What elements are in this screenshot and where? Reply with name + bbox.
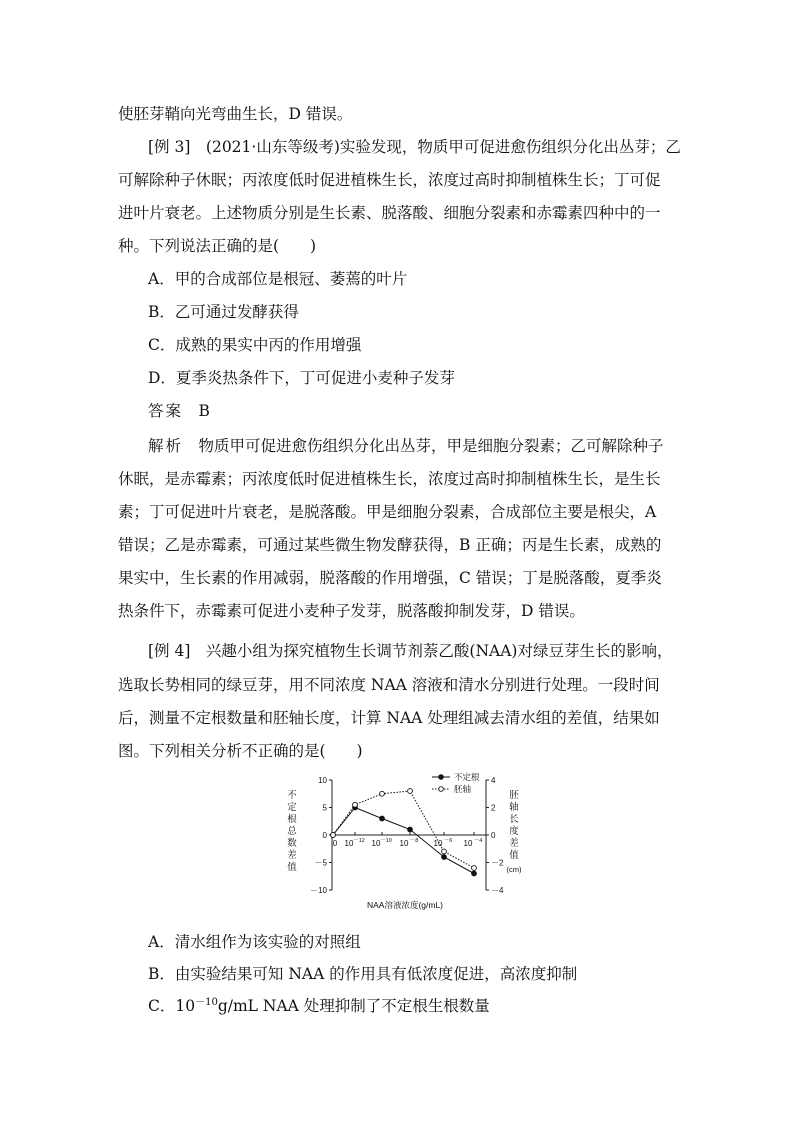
explanation-label: 解析	[148, 437, 184, 455]
y-axis-title-left-char: 差	[287, 850, 297, 861]
y-axis-title-left-char: 总	[287, 826, 297, 837]
answer-value: B	[198, 402, 210, 420]
y-tick-label-right: －4	[491, 886, 504, 895]
x-tick-label: 0	[332, 839, 338, 848]
data-point-不定根	[472, 871, 477, 876]
example-4-tag: [例 4]	[148, 642, 191, 660]
y-axis-title-right-char: 长	[509, 814, 519, 825]
y-axis-title-left-char: 数	[287, 838, 297, 849]
option-c-text: g/mL NAA 处理抑制了不定根生根数量	[217, 997, 490, 1015]
x-tick-exponent: －12	[353, 838, 365, 844]
y-axis-title-left-char: 定	[287, 802, 297, 813]
y-axis-title-right-char: 值	[509, 850, 519, 861]
x-tick-exponent: －8	[409, 838, 419, 844]
data-point-不定根	[442, 855, 447, 860]
option-c	[148, 996, 708, 1016]
y-tick-label-left: 5	[322, 803, 327, 813]
text-line: 图。下列相关分析不正确的是( )	[118, 742, 363, 760]
answer-line	[148, 401, 708, 421]
x-tick-label: 10	[463, 839, 473, 848]
example-3-tag: [例 3]	[148, 138, 191, 156]
x-tick-label: 10	[344, 839, 354, 848]
y-axis-title-right-char: 胚	[509, 790, 519, 801]
x-tick-exponent: －10	[380, 838, 392, 844]
legend-label: 不定根	[454, 772, 480, 782]
text-line: 进叶片衰老。上述物质分别是生长素、脱落酸、细胞分裂素和赤霉素四种中的一	[118, 204, 661, 222]
data-point-胚轴	[353, 802, 358, 807]
data-point-胚轴	[331, 833, 336, 838]
legend-marker	[439, 787, 444, 792]
y-tick-label-right: 2	[491, 803, 496, 813]
text-line: 错误；乙是赤霉素，可通过某些微生物发酵获得，B 正确；丙是生长素，成熟的	[118, 536, 662, 554]
option-c-prefix: C．10	[148, 997, 196, 1015]
x-tick-label: 10	[371, 839, 381, 848]
legend-label: 胚轴	[454, 784, 472, 794]
text-line: 使胚芽鞘向光弯曲生长，D 错误。	[118, 105, 353, 123]
text-line: 素；丁可促进叶片衰老，是脱落酸。甲是细胞分裂素，合成部位主要是根尖，A	[118, 503, 657, 521]
example-3-text: (2021·山东等级考)实验发现，物质甲可促进愈伤组织分化出丛芽；乙	[205, 138, 681, 156]
data-point-胚轴	[472, 866, 477, 871]
option-a: A．清水组作为该实验的对照组	[148, 933, 361, 951]
y-axis-title-right-char: 差	[509, 838, 519, 849]
example-4-line-1	[148, 641, 708, 661]
x-tick-exponent: －4	[473, 838, 483, 844]
y-tick-label-right: 0	[491, 831, 496, 840]
example-3-line-1	[148, 137, 708, 157]
x-tick-label: 10	[433, 839, 443, 848]
y-tick-label-left: 0	[322, 831, 327, 840]
data-point-胚轴	[442, 849, 447, 854]
y-axis-title-left-char: 根	[287, 814, 297, 825]
answer-label: 答案	[148, 402, 184, 420]
text-line: 可解除种子休眠；丙浓度低时促进植株生长，浓度过高时抑制植株生长；丁可促	[118, 171, 661, 189]
y-axis-title-right-char: 轴	[509, 802, 519, 813]
option-b: B．由实验结果可知 NAA 的作用具有低浓度促进，高浓度抑制	[148, 965, 578, 983]
text-line: 种。下列说法正确的是( )	[118, 237, 317, 255]
explanation-text: 物质甲可促进愈伤组织分化出丛芽，甲是细胞分裂素；乙可解除种子	[198, 437, 664, 455]
y-axis-title-right-char: 度	[509, 826, 519, 837]
example-4-text: 兴趣小组为探究植物生长调节剂萘乙酸(NAA)对绿豆芽生长的影响，	[205, 642, 673, 660]
option-b: B．乙可通过发酵获得	[148, 303, 299, 321]
x-tick-label: 10	[399, 839, 409, 848]
y-axis-title-right-unit: (cm)	[506, 865, 522, 874]
y-axis-title-left-char: 不	[287, 790, 297, 801]
text-line: 后，测量不定根数量和胚轴长度，计算 NAA 处理组减去清水组的差值，结果如	[118, 709, 660, 727]
text-line: 休眠，是赤霉素；丙浓度低时促进植株生长，浓度过高时抑制植株生长，是生长	[118, 470, 661, 488]
data-point-不定根	[408, 827, 413, 832]
y-tick-label-left: －10	[310, 886, 327, 895]
option-c-exponent: －10	[195, 997, 218, 1008]
option-c: C．成熟的果实中丙的作用增强	[148, 336, 362, 354]
legend-marker	[439, 775, 444, 780]
option-a: A．甲的合成部位是根冠、萎蔫的叶片	[148, 270, 408, 288]
y-axis-title-left-char: 值	[287, 862, 297, 873]
text-line: 选取长势相同的绿豆芽，用不同浓度 NAA 溶液和清水分别进行处理。一段时间	[118, 676, 660, 694]
option-d: D．夏季炎热条件下，丁可促进小麦种子发芽	[148, 369, 455, 387]
data-point-胚轴	[408, 789, 413, 794]
y-tick-label-left: 10	[318, 776, 327, 785]
chart-figure	[282, 772, 522, 912]
text-line: 果实中，生长素的作用减弱，脱落酸的作用增强，C 错误；丁是脱落酸，夏季炎	[118, 569, 662, 587]
line-chart	[282, 772, 522, 912]
text-line: 热条件下，赤霉素可促进小麦种子发芽，脱落酸抑制发芽，D 错误。	[118, 602, 585, 620]
data-point-胚轴	[380, 791, 385, 796]
data-point-不定根	[380, 816, 385, 821]
explanation-line-1	[148, 436, 708, 456]
x-tick-exponent: －6	[443, 838, 453, 844]
x-axis-title: NAA溶液浓度(g/mL)	[366, 900, 444, 910]
y-tick-label-left: －5	[314, 858, 327, 868]
y-tick-label-right: 4	[491, 776, 496, 785]
y-tick-label-right: －2	[491, 858, 504, 868]
